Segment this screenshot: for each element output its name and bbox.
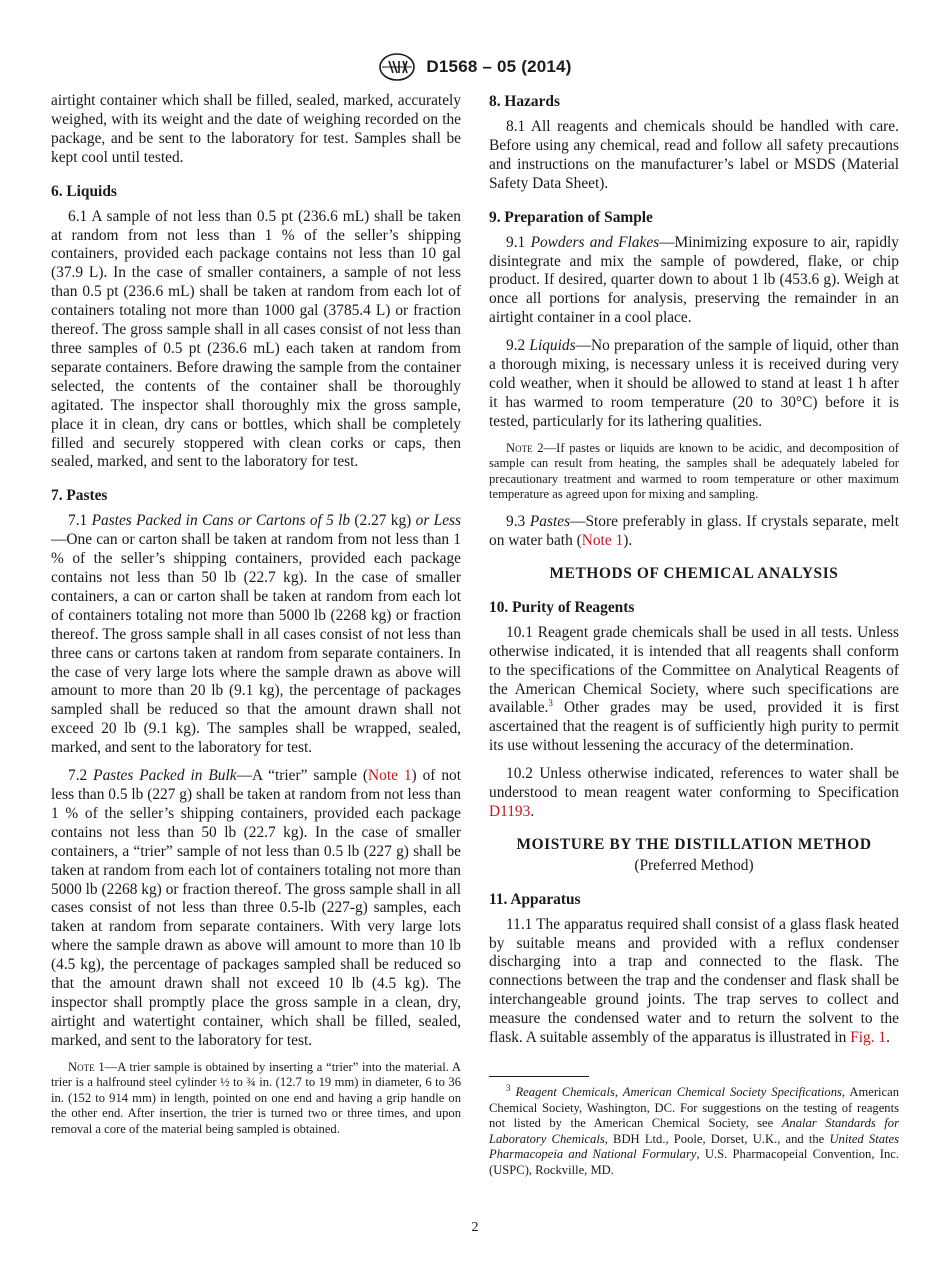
section-9-heading: 9. Preparation of Sample xyxy=(489,208,653,226)
subsection-title: Pastes Packed in Cans or Cartons of 5 lb xyxy=(91,512,351,530)
section-7-heading: 7. Pastes xyxy=(51,487,108,505)
paragraph-9-2 xyxy=(489,337,899,432)
subsection-title: Pastes xyxy=(529,513,571,531)
note-1-link[interactable]: Note 1 xyxy=(368,767,412,785)
moisture-subheading: (Preferred Method) xyxy=(634,856,754,874)
paragraph-6-1: 6.1 A sample of not less than 0.5 pt (236.6 mL) shall be taken at random from not less than 1 % of the seller’s shipping containers, provided each package contains not less than 10 gal (37.9 L). In the case of smaller containers, a sample of not less than 0.5 pt (236.6 mL) shall be taken at random from each lot of containers totaling not more than 1000 gal (3785.4 L) or fraction thereof. The gross sample shall in all cases consist of not less than three samples of 0.5 pt (236.6 mL) each taken at random from separate containers. Before drawing the sample from the container selected, the contents of the container shall be thoroughly agitated. The inspector shall thoroughly mix the gross sample, place it in clean, dry cans or bottles, which shall be completely filled and securely stoppered with clean corks or caps, then sealed, marked, and sent to the laboratory for test. xyxy=(51,207,461,471)
moisture-heading: MOISTURE BY THE DISTILLATION METHOD xyxy=(516,835,872,853)
paragraph-text: —No preparation of the sample of liquid, other than a thorough mixing, is necessary unless it is received during very cold weather, when it should be allowed to stand at least 1 h after it has warmed to room temperature (20 to 30°C) before it is tested, particularly for its lathering qualities. xyxy=(489,337,899,430)
note-2 xyxy=(489,441,899,503)
footnote-text: , U.S. Pharmacopeial Convention, Inc. (USPC), Rockville, MD. xyxy=(489,1147,899,1177)
subsection-title: Liquids xyxy=(529,337,576,355)
paragraph-number: 9.3 xyxy=(506,513,526,531)
subsection-title: Powders and Flakes xyxy=(530,233,660,251)
astm-logo-icon xyxy=(378,52,416,82)
subsection-title: Pastes Packed in Bulk xyxy=(93,767,237,785)
paragraph-text: —One can or carton shall be taken at random from not less than 1 % of the seller’s shipping containers, provided each package contains not less than 50 lb (22.7 kg). In the case of smaller containers, a can or carton shall be taken at random from each lot of containers totaling not more than 5000 lb (2268 kg) or fraction thereof. The gross sample shall in all cases consist of not less than three cans or cartons taken at random from separate containers. In the case of very large lots where the sample drawn as above will amount to more than 20 lb (9.1 kg), the percentage of packages sampled shall be reduced so that the amount drawn shall not exceed 20 lb (9.1 kg). The samples shall be wrapped, sealed, marked, and sent to the laboratory for test. xyxy=(51,531,461,757)
right-column xyxy=(489,92,899,1179)
footnote-marker: 3 xyxy=(506,1082,511,1093)
methods-heading: METHODS OF CHEMICAL ANALYSIS xyxy=(549,564,839,582)
paragraph-number: 9.1 xyxy=(506,233,526,251)
paragraph-9-1 xyxy=(489,234,899,329)
note-label: Note 2 xyxy=(506,440,544,455)
paragraph-text: (2.27 kg) xyxy=(350,512,416,530)
paragraph-text: . xyxy=(530,802,535,820)
paragraph-text: —Minimizing exposure to air, rapidly disintegrate and mix the sample of powdered, flake, or chip product. If desired, quarter down to about 1 lb (453.6 g). Weigh at once all portions for analysis, preserving the remainder in an airtight container in a cool place. xyxy=(489,233,899,327)
footnote-3-ref[interactable]: 3 xyxy=(548,698,553,709)
left-column xyxy=(51,92,461,1148)
footnote-text: , American Chemical Society, Washington, DC. For suggestions on the testing of reagents not listed by the American Chemical Society, see xyxy=(489,1085,899,1131)
document-designation: D1568 – 05 (2014) xyxy=(426,57,572,76)
subsection-title: or Less xyxy=(415,512,462,530)
d1193-link[interactable]: D1193 xyxy=(489,802,531,820)
paragraph-number: 7.1 xyxy=(68,512,88,530)
paragraph-text: 10.1 Reagent grade chemicals shall be used in all tests. Unless otherwise indicated, it is intended that all reagents shall conform to the specifications of the Committee on Analytical Reagents of the American Chemical Society, where such specifications are available. xyxy=(489,623,899,717)
paragraph-text: ) of not less than 0.5 lb (227 g) shall be taken at random from not less than 1 % of the seller’s shipping containers, provided each package contains not less than 50 lb (22.7 kg). In the case of smaller containers, a “trier” sample of not less than 0.5 lb (227 g) shall be taken at random from each lot of containers totaling not more than 5000 lb (2268 kg) or fraction thereof. The gross sample shall in all cases consist of not less than three 0.5-lb (227-g) samples, each taken at random from separate containers. With very large lots where the sample drawn as above will amount to more than 10 lb (4.5 kg), the percentage of packages sampled shall be reduced so that the amount drawn shall not exceed 10 lb (4.5 kg). The inspector shall promptly place the gross sample in a clean, dry, airtight and watertight container, which shall be filled, sealed, marked, and sent to the laboratory for test. xyxy=(51,767,461,1049)
paragraph-text: —A “trier” sample ( xyxy=(236,767,369,785)
footnote-3 xyxy=(489,1082,900,1179)
paragraph-text: ). xyxy=(623,531,633,549)
note-1 xyxy=(51,1060,461,1138)
intro-paragraph: airtight container which shall be filled, sealed, marked, accurately weighed, with its weight and the date of weighing recorded on the package, and be sent to the laboratory for test. Samples shall be kept cool until tested. xyxy=(51,92,461,166)
paragraph-8-1: 8.1 All reagents and chemicals should be handled with care. Before using any chemical, read and follow all safety precautions and instructions on the manufacturer’s label or MSDS (Material Safety Data Sheet). xyxy=(489,118,899,192)
note-text: —If pastes or liquids are known to be acidic, and decomposition of sample can result from heating, the samples shall be adequately labeled for precautionary treatment and warmed to room temperature or other maximum temperature as agreed upon for mixing and sampling. xyxy=(489,440,899,502)
section-6-heading: 6. Liquids xyxy=(51,182,117,200)
footnote-italic: United States Pharmacopeia and National Formulary xyxy=(489,1131,899,1162)
note-text: —A trier sample is obtained by inserting a “trier” into the material. A trier is a halfround steel cylinder ½ to ¾ in. (12.7 to 19 mm) in diameter, 6 to 36 in. (152 to 914 mm) in length, pointed on one end and having a grip handle on the other end. After insertion, the trier is turned two or three times, and upon removal a core of the material being sampled is obtained. xyxy=(51,1059,461,1137)
footnote-italic: Reagent Chemicals, American Chemical Society Specifications xyxy=(515,1085,842,1099)
paragraph-7-2 xyxy=(51,767,461,1051)
paragraph-9-3 xyxy=(489,513,899,551)
paragraph-10-1 xyxy=(489,624,899,756)
section-8-heading: 8. Hazards xyxy=(489,93,560,110)
paragraph-text: Other grades may be used, provided it is first ascertained that the reagent is of sufficiently high purity to permit its use without lessening the accuracy of the determination. xyxy=(489,699,899,755)
paragraph-text: 11.1 The apparatus required shall consist of a glass flask heated by suitable means and provided with a reflux condenser discharging into a trap and connected to the flask. The connections between the trap and the condenser and flask shall be interchangeable ground joints. The trap serves to collect and measure the condensed water and to return the solvent to the flask. A suitable assembly of the apparatus is illustrated in xyxy=(489,915,899,1047)
fig-1-link[interactable]: Fig. 1 xyxy=(850,1029,887,1047)
paragraph-7-1 xyxy=(51,512,461,758)
paragraph-number: 9.2 xyxy=(506,337,526,355)
section-11-heading: 11. Apparatus xyxy=(489,890,581,908)
footnote-divider xyxy=(489,1076,589,1077)
footnote-text: , BDH Ltd., Poole, Dorset, U.K., and the xyxy=(604,1131,830,1146)
paragraph-text: . xyxy=(886,1029,890,1047)
note-label: Note 1 xyxy=(68,1059,105,1074)
paragraph-11-1 xyxy=(489,916,899,1048)
note-1-link[interactable]: Note 1 xyxy=(581,531,624,549)
footnote-italic: Analar Standards for Laboratory Chemicals xyxy=(489,1116,900,1146)
page-number: 2 xyxy=(471,1220,479,1235)
paragraph-text: 10.2 Unless otherwise indicated, references to water shall be understood to mean reagent water conforming to Specification xyxy=(489,765,899,802)
page-header xyxy=(0,52,950,82)
paragraph-number: 7.2 xyxy=(68,767,88,785)
section-10-heading: 10. Purity of Reagents xyxy=(489,598,635,616)
paragraph-10-2 xyxy=(489,765,899,822)
paragraph-text: —Store preferably in glass. If crystals separate, melt on water bath ( xyxy=(489,513,899,549)
